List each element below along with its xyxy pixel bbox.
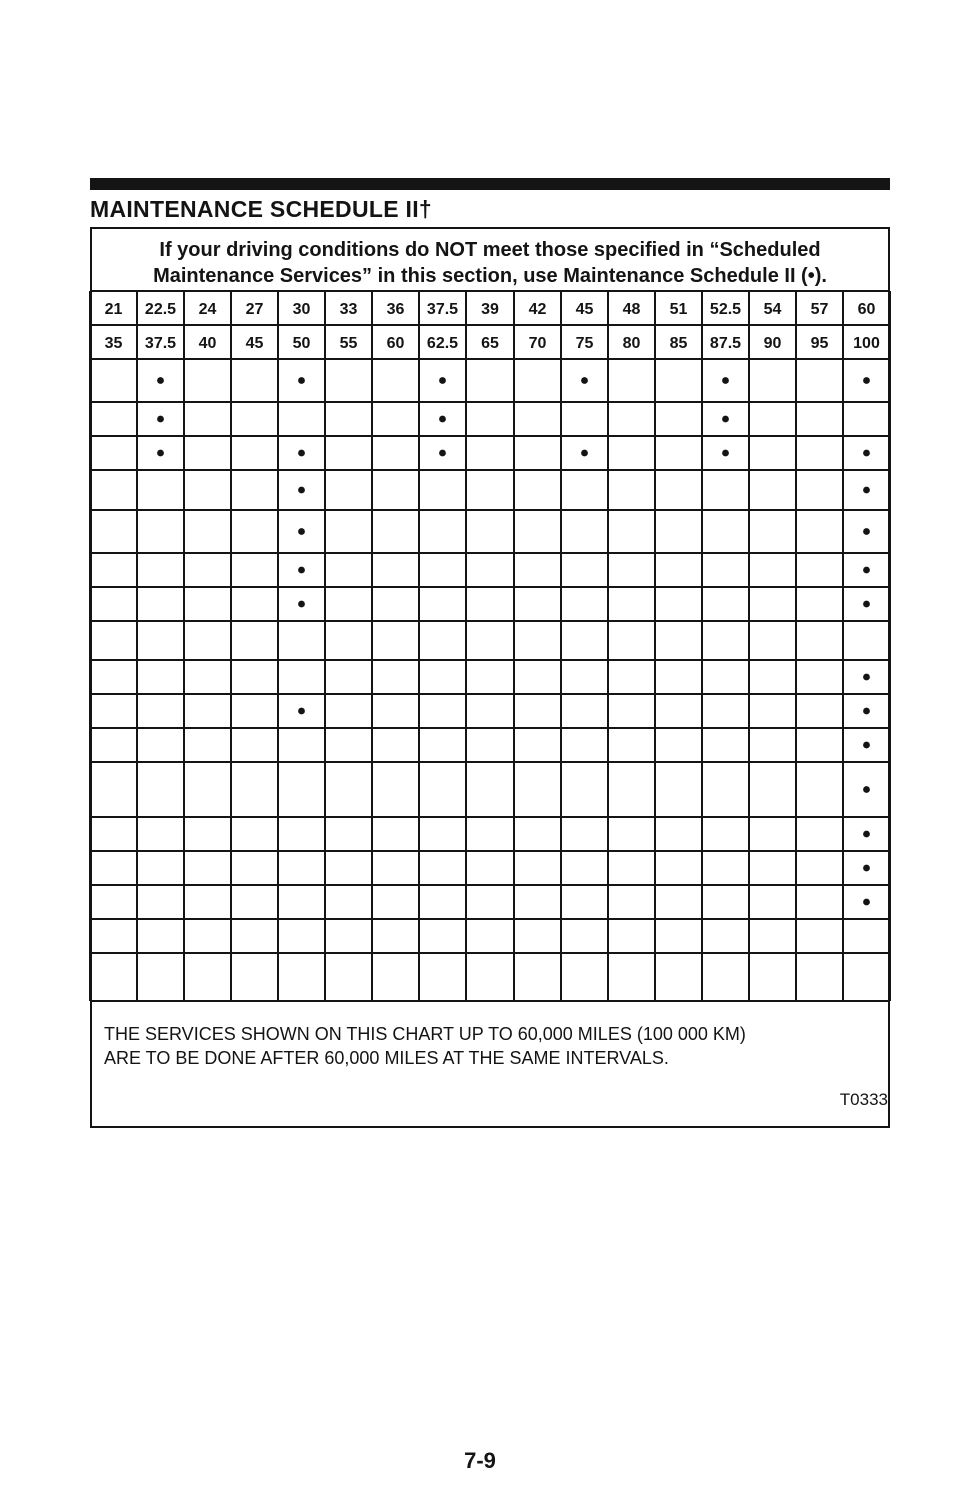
miles-header-cell: 60: [857, 301, 876, 318]
service-dot: [298, 708, 305, 715]
intro-text: [120, 237, 860, 289]
service-dot: [863, 786, 870, 793]
miles-header-cell: 45: [575, 301, 594, 318]
km-header-cell: 95: [810, 335, 829, 352]
service-dot: [722, 450, 729, 457]
figure-code: T0333: [839, 1090, 888, 1109]
service-dot: [863, 831, 870, 838]
km-header-cell: 55: [339, 335, 358, 352]
note-line-1: THE SERVICES SHOWN ON THIS CHART UP TO 60,000 MILES (100 000 KM): [104, 1024, 746, 1044]
note-line-2: ARE TO BE DONE AFTER 60,000 MILES AT THE SAME INTERVALS.: [104, 1048, 669, 1068]
miles-header-cell: 21: [104, 301, 123, 318]
service-dot: [298, 601, 305, 608]
km-header-cell: 70: [528, 335, 547, 352]
km-header-cell: 87.5: [709, 335, 742, 352]
page-number: 7-9: [464, 1448, 496, 1473]
service-dot: [863, 528, 870, 535]
miles-header-cell: 52.5: [709, 301, 742, 318]
page-title: MAINTENANCE SCHEDULE II†: [90, 196, 433, 222]
service-dot: [157, 377, 164, 384]
miles-header-cell: 57: [810, 301, 829, 318]
service-dot: [863, 742, 870, 749]
miles-header-cell: 51: [669, 301, 688, 318]
service-dot: [439, 450, 446, 457]
miles-header-cell: 22.5: [144, 301, 177, 318]
service-dot: [298, 487, 305, 494]
miles-header-cell: 42: [528, 301, 547, 318]
service-dot: [157, 416, 164, 423]
service-dot: [722, 377, 729, 384]
km-header-cell: 100: [853, 335, 880, 352]
service-dot: [581, 377, 588, 384]
km-header-cell: 62.5: [426, 335, 459, 352]
miles-header-cell: 36: [386, 301, 405, 318]
service-dot: [439, 377, 446, 384]
km-header-cell: 40: [198, 335, 217, 352]
service-dot: [863, 450, 870, 457]
km-header-cell: 90: [763, 335, 782, 352]
top-rule: [90, 178, 890, 190]
service-dot: [157, 450, 164, 457]
miles-header-cell: 33: [339, 301, 358, 318]
service-dot: [439, 416, 446, 423]
service-dot: [722, 416, 729, 423]
service-dot: [298, 450, 305, 457]
schedule-grid: [90, 291, 890, 1001]
service-dot: [298, 528, 305, 535]
km-header-cell: 75: [575, 335, 594, 352]
service-dot: [581, 450, 588, 457]
service-dot: [863, 601, 870, 608]
chart-note: [104, 1022, 864, 1070]
intro-line-2: Maintenance Services” in this section, use Maintenance Schedule II (•).: [153, 265, 827, 287]
service-dot: [863, 674, 870, 681]
km-header-cell: 65: [481, 335, 499, 352]
service-dot: [863, 567, 870, 574]
km-header-cell: 80: [622, 335, 641, 352]
miles-header-cell: 37.5: [426, 301, 459, 318]
miles-header-cell: 30: [292, 301, 311, 318]
km-header-cell: 50: [292, 335, 311, 352]
km-header-cell: 37.5: [144, 335, 177, 352]
service-dot: [298, 377, 305, 384]
km-header-cell: 35: [104, 335, 123, 352]
km-header-cell: 60: [386, 335, 405, 352]
miles-header-cell: 48: [622, 301, 641, 318]
miles-header-cell: 24: [198, 301, 217, 318]
service-dot: [863, 708, 870, 715]
service-dot: [298, 567, 305, 574]
km-header-cell: 85: [669, 335, 688, 352]
km-header-cell: 45: [245, 335, 264, 352]
miles-header-cell: 39: [481, 301, 499, 318]
miles-header-cell: 27: [245, 301, 264, 318]
service-dot: [863, 377, 870, 384]
service-dot: [863, 865, 870, 872]
service-dot: [863, 487, 870, 494]
service-dot: [863, 899, 870, 906]
miles-header-cell: 54: [763, 301, 782, 318]
intro-line-1: If your driving conditions do NOT meet those specified in “Scheduled: [159, 239, 821, 261]
